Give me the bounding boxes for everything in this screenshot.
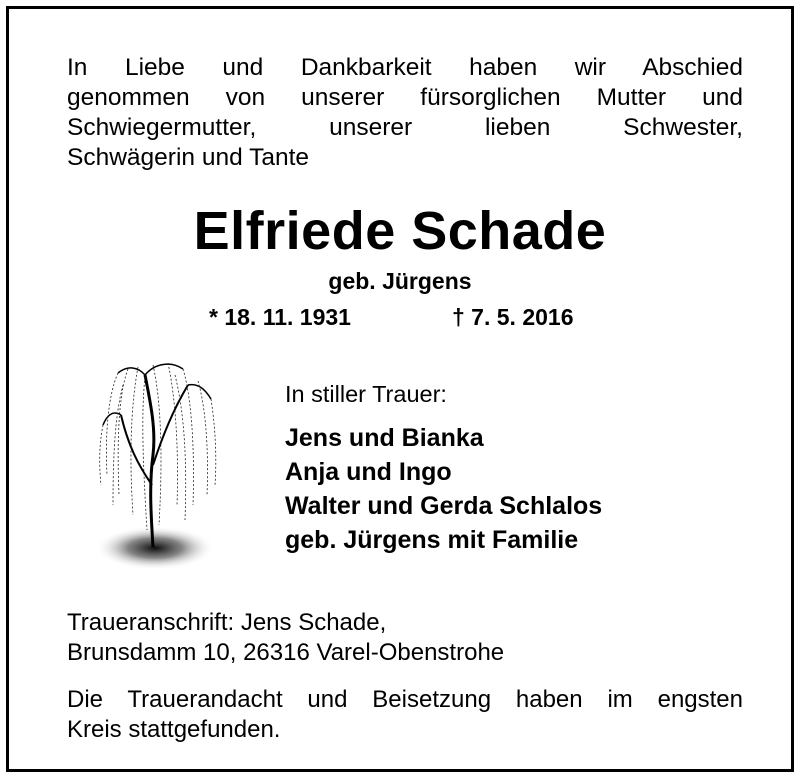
death-date: † 7. 5. 2016: [452, 304, 574, 330]
intro-line: genommen von unserer fürsorglichen Mutter und: [67, 84, 743, 111]
address-line: Traueranschrift: Jens Schade,: [67, 609, 387, 636]
birth-date: * 18. 11. 1931: [209, 304, 351, 330]
mourners-list: [285, 421, 602, 557]
deceased-name: Elfriede Schade: [193, 201, 607, 261]
born-name: geb. Jürgens: [328, 268, 472, 294]
intro-line: Schwägerin und Tante: [67, 144, 309, 171]
intro-line: Schwiegermutter, unserer lieben Schwester,: [67, 114, 743, 141]
mourner-name: Walter und Gerda Schlalos: [285, 492, 603, 520]
obituary-frame: [6, 6, 794, 772]
mourner-name: Jens und Bianka: [285, 424, 484, 452]
intro-line: In Liebe und Dankbarkeit haben wir Abschied: [67, 54, 743, 81]
funeral-notice: [67, 685, 743, 745]
notice-line: Die Trauerandacht und Beisetzung haben im engsten: [67, 686, 743, 713]
mourning-label: In stiller Trauer:: [285, 381, 447, 407]
mourning-address: [67, 608, 504, 668]
weeping-willow-tree-icon: [93, 355, 223, 585]
mourner-name: geb. Jürgens mit Familie: [285, 526, 579, 554]
mourner-name: Anja und Ingo: [285, 458, 452, 486]
address-line: Brunsdamm 10, 26316 Varel-Obenstrohe: [67, 639, 505, 666]
intro-text: [67, 53, 743, 173]
notice-line: Kreis stattgefunden.: [67, 716, 281, 743]
